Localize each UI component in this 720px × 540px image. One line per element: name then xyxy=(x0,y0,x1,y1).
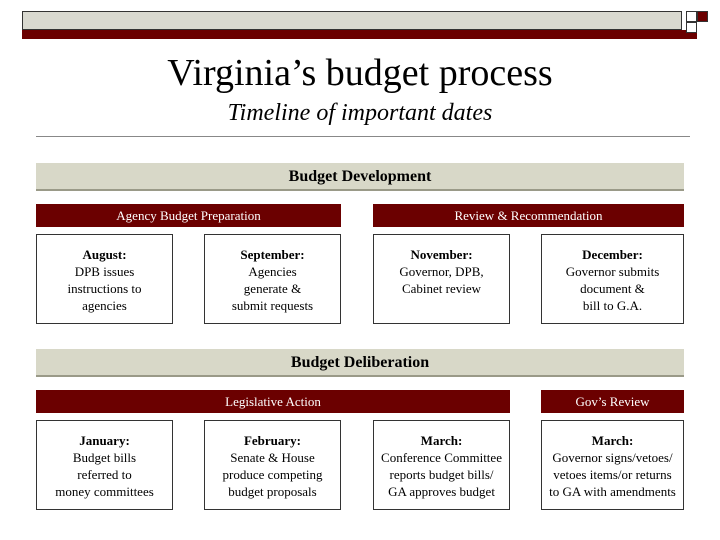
card-line: money committees xyxy=(55,484,154,499)
card-line: Governor signs/vetoes/ xyxy=(552,450,673,465)
slide-title: Virginia’s budget process xyxy=(167,52,553,94)
timeline-card-august xyxy=(36,234,173,324)
card-heading: March: xyxy=(591,433,634,448)
timeline-card-september xyxy=(204,234,341,324)
card-line: vetoes items/or returns xyxy=(553,467,672,482)
card-heading: December: xyxy=(582,247,643,262)
card-line: referred to xyxy=(77,467,132,482)
phase-govs-review: Gov’s Review xyxy=(541,390,684,413)
phase-review-recommendation: Review & Recommendation xyxy=(373,204,684,227)
card-line: document & xyxy=(580,281,645,296)
timeline-card-march-conference xyxy=(373,420,510,510)
card-line: agencies xyxy=(82,298,127,313)
card-line: produce competing xyxy=(222,467,323,482)
card-heading: August: xyxy=(82,247,127,262)
card-heading: January: xyxy=(79,433,130,448)
slide-subtitle: Timeline of important dates xyxy=(227,100,493,126)
card-line: reports budget bills/ xyxy=(389,467,494,482)
card-line: DPB issues xyxy=(74,264,135,279)
card-line: Cabinet review xyxy=(401,281,482,296)
title-divider xyxy=(36,136,690,137)
timeline-card-november xyxy=(373,234,510,324)
card-line: Conference Committee xyxy=(381,450,502,465)
top-decorative-band xyxy=(22,11,682,30)
card-heading: November: xyxy=(410,247,473,262)
card-line: bill to G.A. xyxy=(582,298,643,313)
timeline-card-january xyxy=(36,420,173,510)
card-line: Senate & House xyxy=(230,450,315,465)
corner-square-filled-icon xyxy=(697,11,708,22)
card-line: to GA with amendments xyxy=(549,484,676,499)
section-budget-development: Budget Development xyxy=(36,163,684,191)
card-line: GA approves budget xyxy=(388,484,495,499)
card-line: budget proposals xyxy=(228,484,317,499)
timeline-card-march-governor xyxy=(541,420,684,510)
card-heading: February: xyxy=(243,433,302,448)
section-budget-deliberation: Budget Deliberation xyxy=(36,349,684,377)
card-line: generate & xyxy=(243,281,302,296)
top-accent-line xyxy=(22,30,697,39)
corner-square-icon xyxy=(686,22,697,33)
phase-legislative-action: Legislative Action xyxy=(36,390,510,413)
phase-agency-budget-preparation: Agency Budget Preparation xyxy=(36,204,341,227)
card-line: instructions to xyxy=(67,281,142,296)
timeline-card-february xyxy=(204,420,341,510)
card-heading: March: xyxy=(420,433,463,448)
card-line: Governor submits xyxy=(565,264,660,279)
card-line: submit requests xyxy=(231,298,314,313)
card-heading: September: xyxy=(240,247,305,262)
card-line: Budget bills xyxy=(72,450,137,465)
card-line: Agencies xyxy=(248,264,297,279)
timeline-card-december xyxy=(541,234,684,324)
corner-square-icon xyxy=(686,11,697,22)
card-line: Governor, DPB, xyxy=(399,264,484,279)
